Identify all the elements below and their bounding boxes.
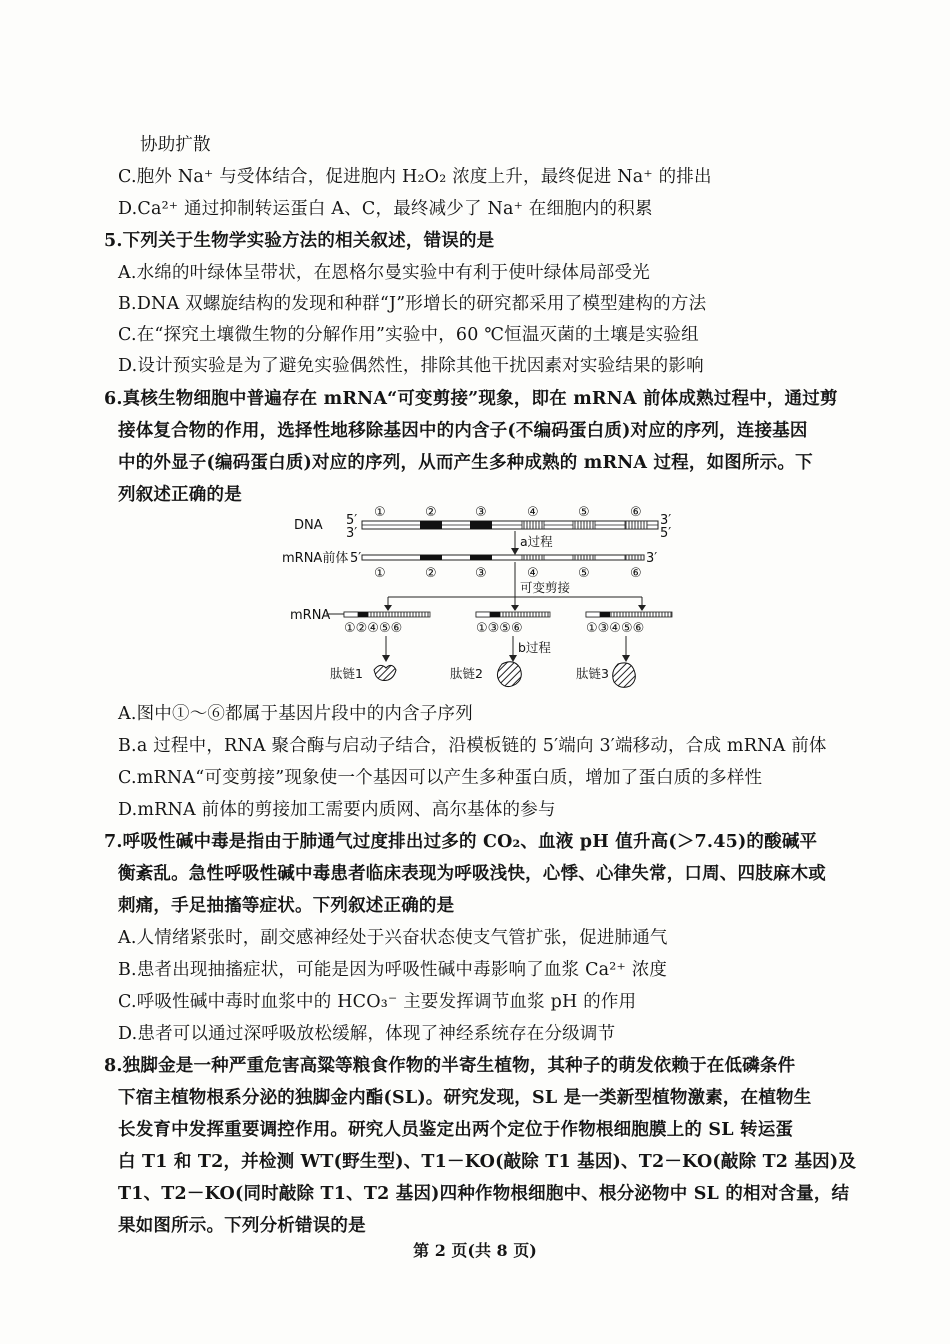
peptide-chain-3-shape [613, 663, 636, 687]
arrow-head [511, 548, 519, 555]
question-6-stem: 6.真核生物细胞中普遍存在 mRNA“可变剪接”现象，即在 mRNA 前体成熟过程中，通过剪 [104, 389, 838, 409]
question-7-option-c: C.呼吸性碱中毒时血浆中的 HCO₃⁻ 主要发挥调节血浆 pH 的作用 [118, 992, 637, 1012]
question-7-option-a: A.人情绪紧张时，副交感神经处于兴奋状态使支气管扩张，促进肺通气 [118, 928, 668, 948]
segment-label: ③ [475, 566, 487, 581]
question-5-option-d: D.设计预实验是为了避免实验偶然性，排除其他干扰因素对实验结果的影响 [118, 356, 704, 376]
peptide-chain-2-shape [497, 662, 521, 687]
arrow-head [382, 655, 390, 662]
mrna-3-exon1 [586, 612, 600, 617]
question-5-option-c: C.在“探究土壤微生物的分解作用”实验中，60 ℃恒温灭菌的土壤是实验组 [118, 325, 699, 345]
mrna-2-exon1 [476, 612, 490, 617]
question-6-option-d: D.mRNA 前体的剪接加工需要内质网、高尔基体的参与 [118, 800, 556, 820]
mrna-3-exon3 [600, 612, 610, 617]
page-footer: 第 2 页(共 8 页) [413, 1241, 537, 1260]
five-prime-label: 5′ [346, 513, 358, 528]
segment-label: ③ [475, 505, 487, 520]
segment-label: ⑥ [630, 505, 642, 520]
question-8-stem: 8.独脚金是一种严重危害高粱等粮食作物的半寄生植物，其种子的萌发依赖于在低磷条件 [104, 1056, 796, 1076]
option-d-prev: D.Ca²⁺ 通过抑制转运蛋白 A、C，最终减少了 Na⁺ 在细胞内的积累 [118, 199, 653, 219]
segment-label: ① [374, 566, 386, 581]
three-prime-label: 3′ [660, 513, 672, 528]
question-5-stem: 5.下列关于生物学实验方法的相关叙述，错误的是 [104, 231, 495, 251]
segment-label: ② [425, 505, 437, 520]
process-a-label: a过程 [520, 534, 553, 549]
arrow-head [622, 655, 630, 662]
chain-3-label: 肽链3 [576, 666, 609, 681]
mrna-precursor-strand [362, 555, 644, 560]
mrna-precursor-label: mRNA前体 [282, 551, 349, 566]
chain-2-label: 肽链2 [450, 666, 483, 681]
mrna-3-segments: ①③④⑤⑥ [586, 621, 645, 636]
mrna-1-segments: ①②④⑤⑥ [344, 621, 403, 636]
question-6-option-b: B.a 过程中，RNA 聚合酶与启动子结合，沿模板链的 5′端向 3′端移动，合成 mRNA 前体 [118, 736, 827, 756]
segment-label: ⑤ [578, 566, 590, 581]
three-prime-label: 3′ [346, 526, 358, 541]
five-prime-label: 5′ [660, 526, 672, 541]
pre-segment-5 [573, 555, 595, 560]
question-8-stem: 白 T1 和 T2，并检测 WT(野生型)、T1－KO(敲除 T1 基因)、T2－KO(敲除 T2 基因)及 [118, 1152, 857, 1172]
mrna-1-exon2 [358, 612, 368, 617]
question-7-stem: 7.呼吸性碱中毒是指由于肺通气过度排出过多的 CO₂、血液 pH 值升高(＞7.45)的酸碱平 [104, 832, 818, 852]
segment-label: ② [425, 566, 437, 581]
mrna-label: mRNA [290, 608, 331, 623]
question-7-stem: 刺痛，手足抽搐等症状。下列叙述正确的是 [118, 896, 455, 916]
question-8-stem: 长发育中发挥重要调控作用。研究人员鉴定出两个定位于作物根细胞膜上的 SL 转运蛋 [118, 1120, 794, 1140]
peptide-chain-1-shape [374, 665, 396, 680]
splicing-diagram [280, 500, 700, 695]
segment-label: ④ [527, 505, 539, 520]
dna-segment-5 [573, 521, 595, 529]
question-7-option-b: B.患者出现抽搐症状，可能是因为呼吸性碱中毒影响了血浆 Ca²⁺ 浓度 [118, 960, 668, 980]
five-prime-label: 5′ [350, 551, 362, 566]
splice-label: 可变剪接 [520, 580, 571, 595]
question-5-option-a: A.水绵的叶绿体呈带状，在恩格尔曼实验中有利于使叶绿体局部受光 [118, 263, 650, 283]
question-7-stem: 衡紊乱。急性呼吸性碱中毒患者临床表现为呼吸浅快，心悸、心律失常，口周、四肢麻木或 [118, 864, 826, 884]
text-line: 协助扩散 [140, 135, 211, 155]
dna-segment-3 [470, 521, 492, 529]
dna-segment-6 [625, 521, 647, 529]
question-6-stem: 接体复合物的作用，选择性地移除基因中的内含子(不编码蛋白质)对应的序列，连接基因 [118, 421, 808, 441]
arrow-head [638, 605, 646, 611]
pre-segment-6 [625, 555, 644, 560]
dna-segment-2 [420, 521, 442, 529]
dna-label: DNA [294, 518, 323, 533]
segment-label: ④ [527, 566, 539, 581]
three-prime-label: 3′ [646, 551, 658, 566]
mrna-2-segments: ①③⑤⑥ [476, 621, 523, 636]
arrow-head [511, 605, 519, 611]
question-6-stem: 列叙述正确的是 [118, 485, 242, 505]
question-6-option-a: A.图中①～⑥都属于基因片段中的内含子序列 [118, 704, 473, 724]
question-8-stem: 下宿主植物根系分泌的独脚金内酯(SL)。研究发现，SL 是一类新型植物激素，在植物生 [118, 1088, 812, 1108]
mrna-2-exon3 [490, 612, 500, 617]
arrow-head [384, 605, 392, 611]
question-8-stem: T1、T2－KO(同时敲除 T1、T2 基因)四种作物根细胞中、根分泌物中 SL 的相对含量，结 [118, 1184, 850, 1204]
segment-label: ⑥ [630, 566, 642, 581]
question-6-stem: 中的外显子(编码蛋白质)对应的序列，从而产生多种成熟的 mRNA 过程，如图所示。下 [118, 453, 813, 473]
pre-segment-4 [522, 555, 544, 560]
pre-segment-3 [470, 555, 492, 560]
segment-label: ① [374, 505, 386, 520]
segment-label: ⑤ [578, 505, 590, 520]
option-c-prev: C.胞外 Na⁺ 与受体结合，促进胞内 H₂O₂ 浓度上升，最终促进 Na⁺ 的排出 [118, 167, 712, 187]
question-8-stem: 果如图所示。下列分析错误的是 [118, 1216, 366, 1236]
mrna-1-exon1 [344, 612, 358, 617]
question-6-option-c: C.mRNA“可变剪接”现象使一个基因可以产生多种蛋白质，增加了蛋白质的多样性 [118, 768, 763, 788]
process-b-label: b过程 [518, 640, 551, 655]
question-5-option-b: B.DNA 双螺旋结构的发现和种群“J”形增长的研究都采用了模型建构的方法 [118, 294, 707, 314]
chain-1-label: 肽链1 [330, 666, 363, 681]
pre-segment-2 [420, 555, 442, 560]
arrow-head [509, 655, 517, 662]
question-7-option-d: D.患者可以通过深呼吸放松缓解，体现了神经系统存在分级调节 [118, 1024, 616, 1044]
dna-segment-4 [522, 521, 544, 529]
